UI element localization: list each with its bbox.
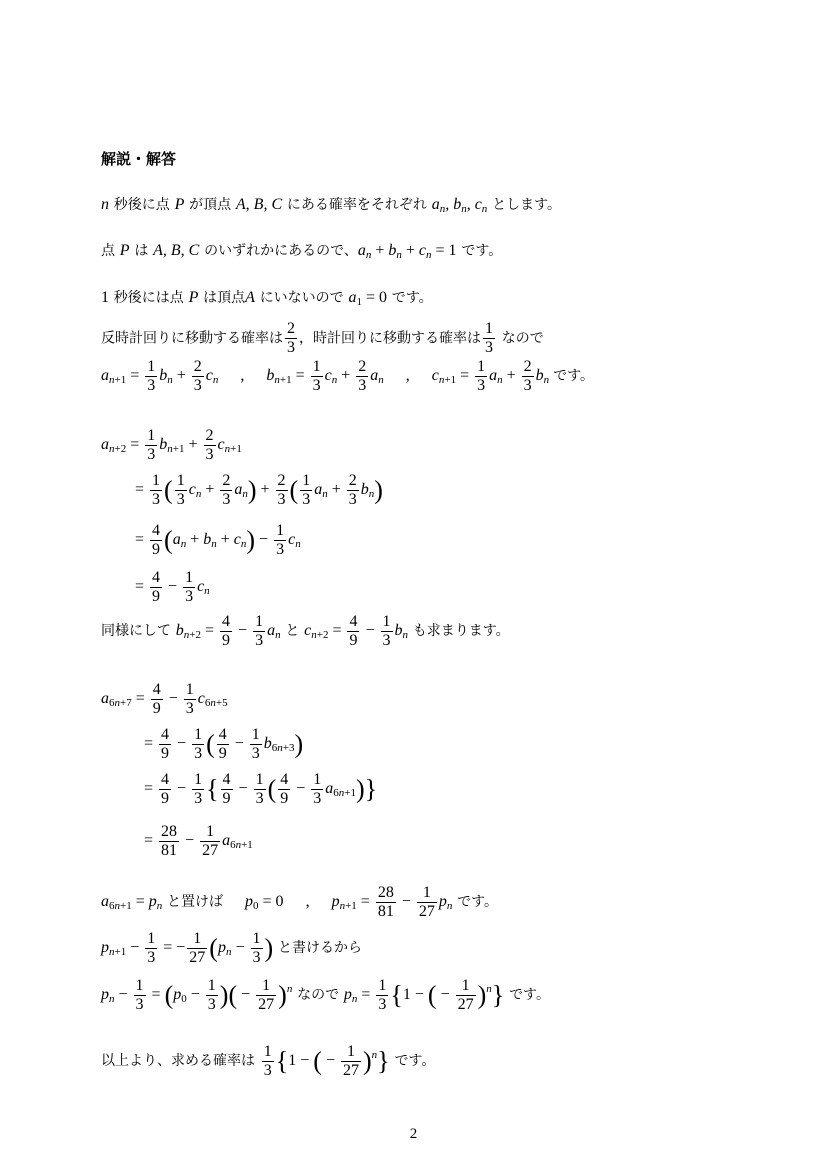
transform-line: $p_{n+1}$ − $\frac{1}{3}$ = − $\frac{1}{27}$ ($p_n$ − $\frac{1}{3}$ ) と書けるから <box>101 930 362 966</box>
recurrence-line: $a_{n+1}$ = $\frac{1}{3}$ $b_n$ + $\frac{2}{3}$ $c_n$ , $b_{n+1}$ = $\frac{1}{3}$ $c_n$ + $\frac{2}{3}$ $a_n$ , $c_{n+1}$ = $\frac{1}{3}$ $a_n$ + $\frac{2}{3}$ $b_n$ です。 <box>101 358 595 394</box>
derivation-6n-step-3: = $\frac{4}{9}$ − $\frac{1}{3}$ { $\frac{4}{9}$ − $\frac{1}{3}$ ( $\frac{4}{9}$ − $\frac{1}{3}$ $a_{6n+1}$)} <box>144 771 378 807</box>
sum-line: 点 P は A, B, C のいずれかにあるので、$a_n + b_n + c_n = 1$ です。 <box>101 242 503 261</box>
initial-line: 1 秒後には点 P は頂点A にいないので $a_1 = 0$ です。 <box>101 289 433 308</box>
derivation-6n-step-1: $a_{6n+7}$ = $\frac{4}{9}$ − $\frac{1}{3}$ $c_{6n+5}$ <box>101 681 228 717</box>
similar-line: 同様にして $b_{n+2}$ = $\frac{4}{9}$ − $\frac{1}{3}$ $a_n$ と $c_{n+2}$ = $\frac{4}{9}$ − $\frac{1}{3}$ $b_n$ も求まります。 <box>101 613 510 649</box>
conclusion-line: 以上より、求める確率は $\frac{1}{3}$ {1 − ( − $\frac{1}{27}$ )$^n$} です。 <box>101 1043 436 1079</box>
definition-line: n 秒後に点 P が頂点 A, B, C にある確率をそれぞれ $a_n$, $b_n$, $c_n$ とします。 <box>101 196 561 215</box>
derivation-step-3: = $\frac{4}{9}$ $(a_n + b_n + c_n)$ − $\frac{1}{3}$ $c_n$ <box>135 522 301 558</box>
derivation-6n-step-2: = $\frac{4}{9}$ − $\frac{1}{3}$ ( $\frac{4}{9}$ − $\frac{1}{3}$ $b_{6n+3}$) <box>144 726 304 762</box>
derivation-step-1: $a_{n+2}$ = $\frac{1}{3}$ $b_{n+1}$ + $\frac{2}{3}$ $c_{n+1}$ <box>101 427 242 463</box>
substitution-line: $a_{6n+1} = p_n$ と置けば $p_0 = 0$ , $p_{n+1}$ = $\frac{28}{81}$ − $\frac{1}{27}$ $p_n$ です。 <box>101 884 499 920</box>
general-term-line: $p_n$ − $\frac{1}{3}$ = ($p_0$ − $\frac{1}{3}$ )( − $\frac{1}{27}$ )$^n$ なので $p_n$ = $\frac{1}{3}$ {1 − ( − $\frac{1}{27}$ )$^n$} です。 <box>101 977 550 1013</box>
probability-line: 反時計回りに移動する確率は $\frac{2}{3}$ ，時計回りに移動する確率は $\frac{1}{3}$ なので <box>101 320 544 356</box>
derivation-step-2: = $\frac{1}{3}$ ( $\frac{1}{3}$ $c_n$ + $\frac{2}{3}$ $a_n$) + $\frac{2}{3}$ ( $\frac{1}{3}$ $a_n$ + $\frac{2}{3}$ $b_n$) <box>135 472 383 508</box>
derivation-step-4: = $\frac{4}{9}$ − $\frac{1}{3}$ $c_n$ <box>135 569 210 605</box>
page-number: 2 <box>409 1126 418 1142</box>
section-heading: 解説・解答 <box>101 150 177 168</box>
derivation-6n-step-4: = $\frac{28}{81}$ − $\frac{1}{27}$ $a_{6n+1}$ <box>144 823 253 859</box>
